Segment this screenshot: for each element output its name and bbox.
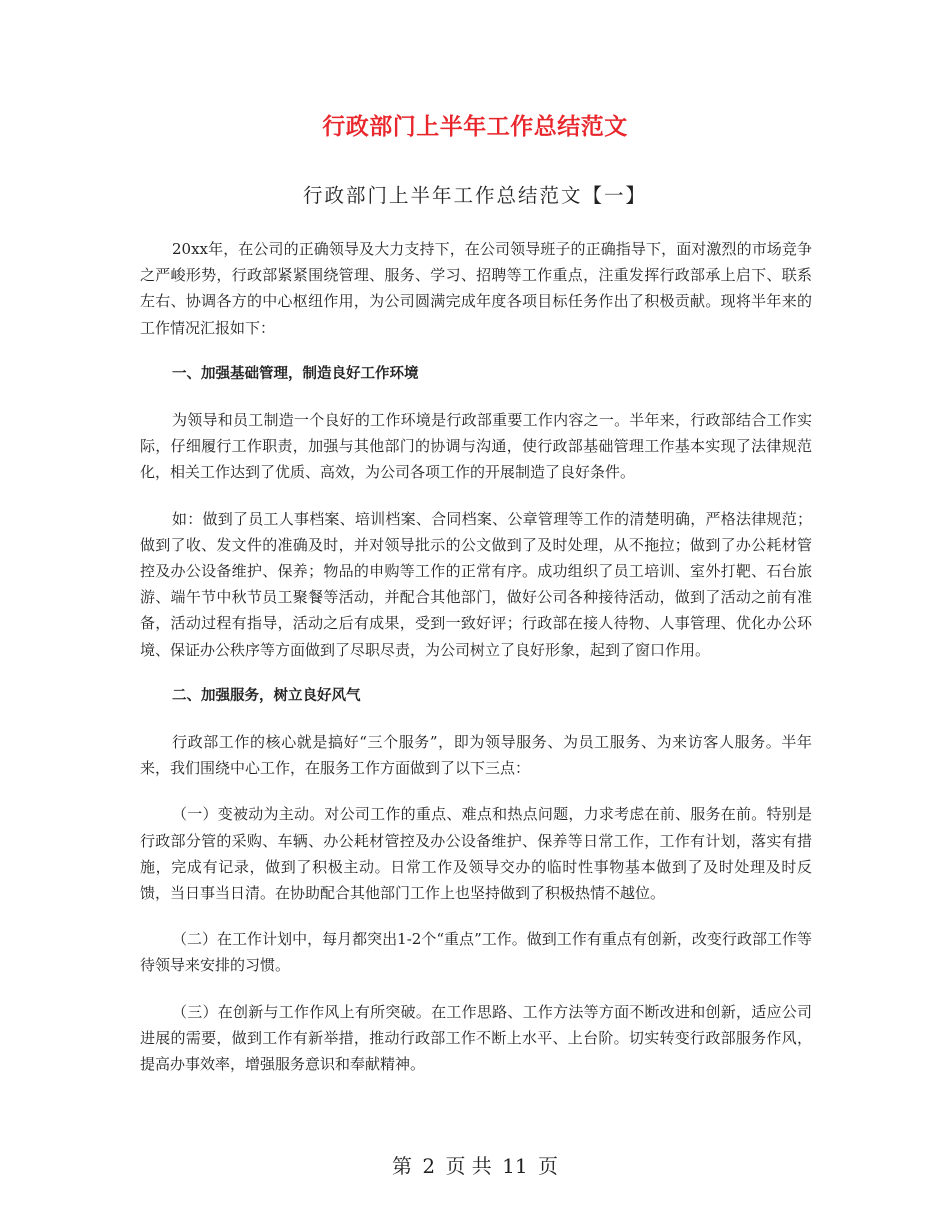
footer-middle: 页 共 — [445, 1154, 492, 1178]
section-subtitle: 行政部门上半年工作总结范文【一】 — [302, 184, 647, 207]
section-heading-2: 二、加强服务，树立良好风气 — [172, 687, 361, 704]
paragraph-service-core: 行政部工作的核心就是搞好“三个服务”，即为领导服务、为员工服务、为来访客人服务。半年来，我们围绕中心工作，在服务工作方面做到了以下三点： — [140, 733, 812, 778]
footer-total-pages: 11 — [502, 1154, 528, 1178]
footer-prefix: 第 — [392, 1154, 412, 1178]
paragraph-management: 为领导和员工制造一个良好的工作环境是行政部重要工作内容之一。半年来，行政部结合工作实际，仔细履行工作职责，加强与其他部门的协调与沟通，使行政部基础管理工作基本实现了法律规范化，相关工作达到了优质、高效，为公司各项工作的开展制造了良好条件。 — [140, 411, 812, 482]
paragraph-examples: 如：做到了员工人事档案、培训档案、合同档案、公章管理等工作的清楚明确，严格法律规范；做到了收、发文件的准确及时，并对领导批示的公文做到了及时处理，从不拖拉；做到了办公耗材管控及办公设备维护、保养；物品的申购等工作的正常有序。成功组织了员工培训、室外打靶、石台旅游、端午节中秋节员工聚餐等活动，并配合其他部门，做好公司各种接待活动，做到了活动之前有准备，活动过程有指导，活动之后有成果，受到一致好评；行政部在接人待物、人事管理、优化办公环境、保证办公秩序等方面做到了尽职尽责，为公司树立了良好形象，起到了窗口作用。 — [140, 509, 812, 659]
page-title: 行政部门上半年工作总结范文 — [322, 114, 628, 140]
paragraph-point-3: （三）在创新与工作作风上有所突破。在工作思路、工作方法等方面不断改进和创新，适应公司进展的需要，做到工作有新举措，推动行政部工作不断上水平、上台阶。切实转变行政部服务作风，提高办事效率，增强服务意识和奉献精神。 — [140, 1002, 812, 1074]
document-body — [140, 236, 812, 1097]
footer-suffix: 页 — [537, 1154, 558, 1178]
footer-page-number: 2 — [422, 1154, 436, 1178]
paragraph-point-2: （二）在工作计划中，每月都突出1-2个“重点”工作。做到工作有重点有创新，改变行政部工作等待领导来安排的习惯。 — [140, 930, 812, 975]
page-footer — [0, 1150, 950, 1179]
paragraph-intro: 20xx年，在公司的正确领导及大力支持下，在公司领导班子的正确指导下，面对激烈的市场竞争之严峻形势，行政部紧紧围绕管理、服务、学习、招聘等工作重点，注重发挥行政部承上启下、联系左右、协调各方的中心枢纽作用，为公司圆满完成年度各项目标任务作出了积极贡献。现将半年来的工作情况汇报如下： — [140, 240, 812, 337]
paragraph-point-1: （一）变被动为主动。对公司工作的重点、难点和热点问题，力求考虑在前、服务在前。特别是行政部分管的采购、车辆、办公耗材管控及办公设备维护、保养等日常工作，工作有计划，落实有措施，完成有记录，做到了积极主动。日常工作及领导交办的临时性事物基本做到了及时处理及时反馈，当日事当日清。在协助配合其他部门工作上也坚持做到了积极热情不越位。 — [140, 805, 812, 903]
section-heading-1: 一、加强基础管理，制造良好工作环境 — [172, 365, 419, 382]
